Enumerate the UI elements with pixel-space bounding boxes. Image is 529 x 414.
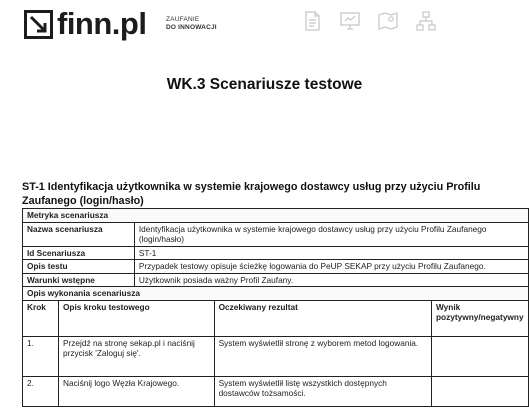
column-header-step: Krok [23, 300, 59, 336]
column-header-expected: Oczekiwany rezultat [214, 300, 431, 336]
metric-value: Użytkownik posiada ważny Profil Zaufany. [134, 273, 528, 287]
finn-logo[interactable] [24, 6, 146, 42]
table-row [23, 222, 529, 246]
metric-value: ST-1 [134, 246, 528, 260]
header-icons [300, 9, 438, 33]
tagline [166, 16, 217, 32]
monitor-icon [338, 9, 362, 33]
steps-header: Opis wykonania scenariusza [23, 287, 529, 301]
tagline-line2: DO INNOWACJI [166, 24, 217, 31]
table-row [23, 336, 529, 376]
table-row [23, 246, 529, 260]
metric-label: Opis testu [23, 260, 135, 274]
step-result [431, 376, 528, 406]
step-result [431, 336, 528, 376]
step-expected: System wyświetlił stronę z wyborem metod logowania. [214, 336, 431, 376]
metric-label: Warunki wstępne [23, 273, 135, 287]
step-number: 2. [23, 376, 59, 406]
tagline-line1: ZAUFANIE [166, 16, 200, 23]
step-description: Naciśnij logo Węzła Krajowego. [58, 376, 214, 406]
logo-text: finn.pl [57, 6, 147, 41]
column-header-description: Opis kroku testowego [58, 300, 214, 336]
section-title: ST-1 Identyfikacja użytkownika w systemie krajowego dostawcy usług przy użyciu Profilu Zaufanego (login/hasło) [22, 181, 481, 207]
document-icon [300, 9, 324, 33]
metric-value: Przypadek testowy opisuje ścieżkę logowania do PeUP SEKAP przy użyciu Profilu Zaufanego. [134, 260, 528, 274]
metric-value: Identyfikacja użytkownika w systemie krajowego dostawcy usług przy użyciu Profilu Zaufanego (login/hasło) [134, 222, 528, 246]
table-row [23, 260, 529, 274]
table-row [23, 376, 529, 406]
step-description: Przejdź na stronę sekap.pl i naciśnij przycisk 'Zaloguj się'. [58, 336, 214, 376]
document-title: WK.3 Scenariusze testowe [166, 76, 363, 93]
table-row [23, 273, 529, 287]
step-expected: System wyświetlił listę wszystkich dostępnych dostawców tożsamości. [214, 376, 431, 406]
map-icon [376, 9, 400, 33]
scenario-table [22, 208, 529, 407]
metrics-header: Metryka scenariusza [23, 209, 529, 223]
finn-logo-mark [24, 10, 53, 39]
step-number: 1. [23, 336, 59, 376]
column-header-result: Wynik pozytywny/negatywny [431, 300, 528, 336]
steps-column-headers [23, 300, 529, 336]
metric-label: Nazwa scenariusza [23, 222, 135, 246]
metric-label: Id Scenariusza [23, 246, 135, 260]
network-icon [414, 9, 438, 33]
